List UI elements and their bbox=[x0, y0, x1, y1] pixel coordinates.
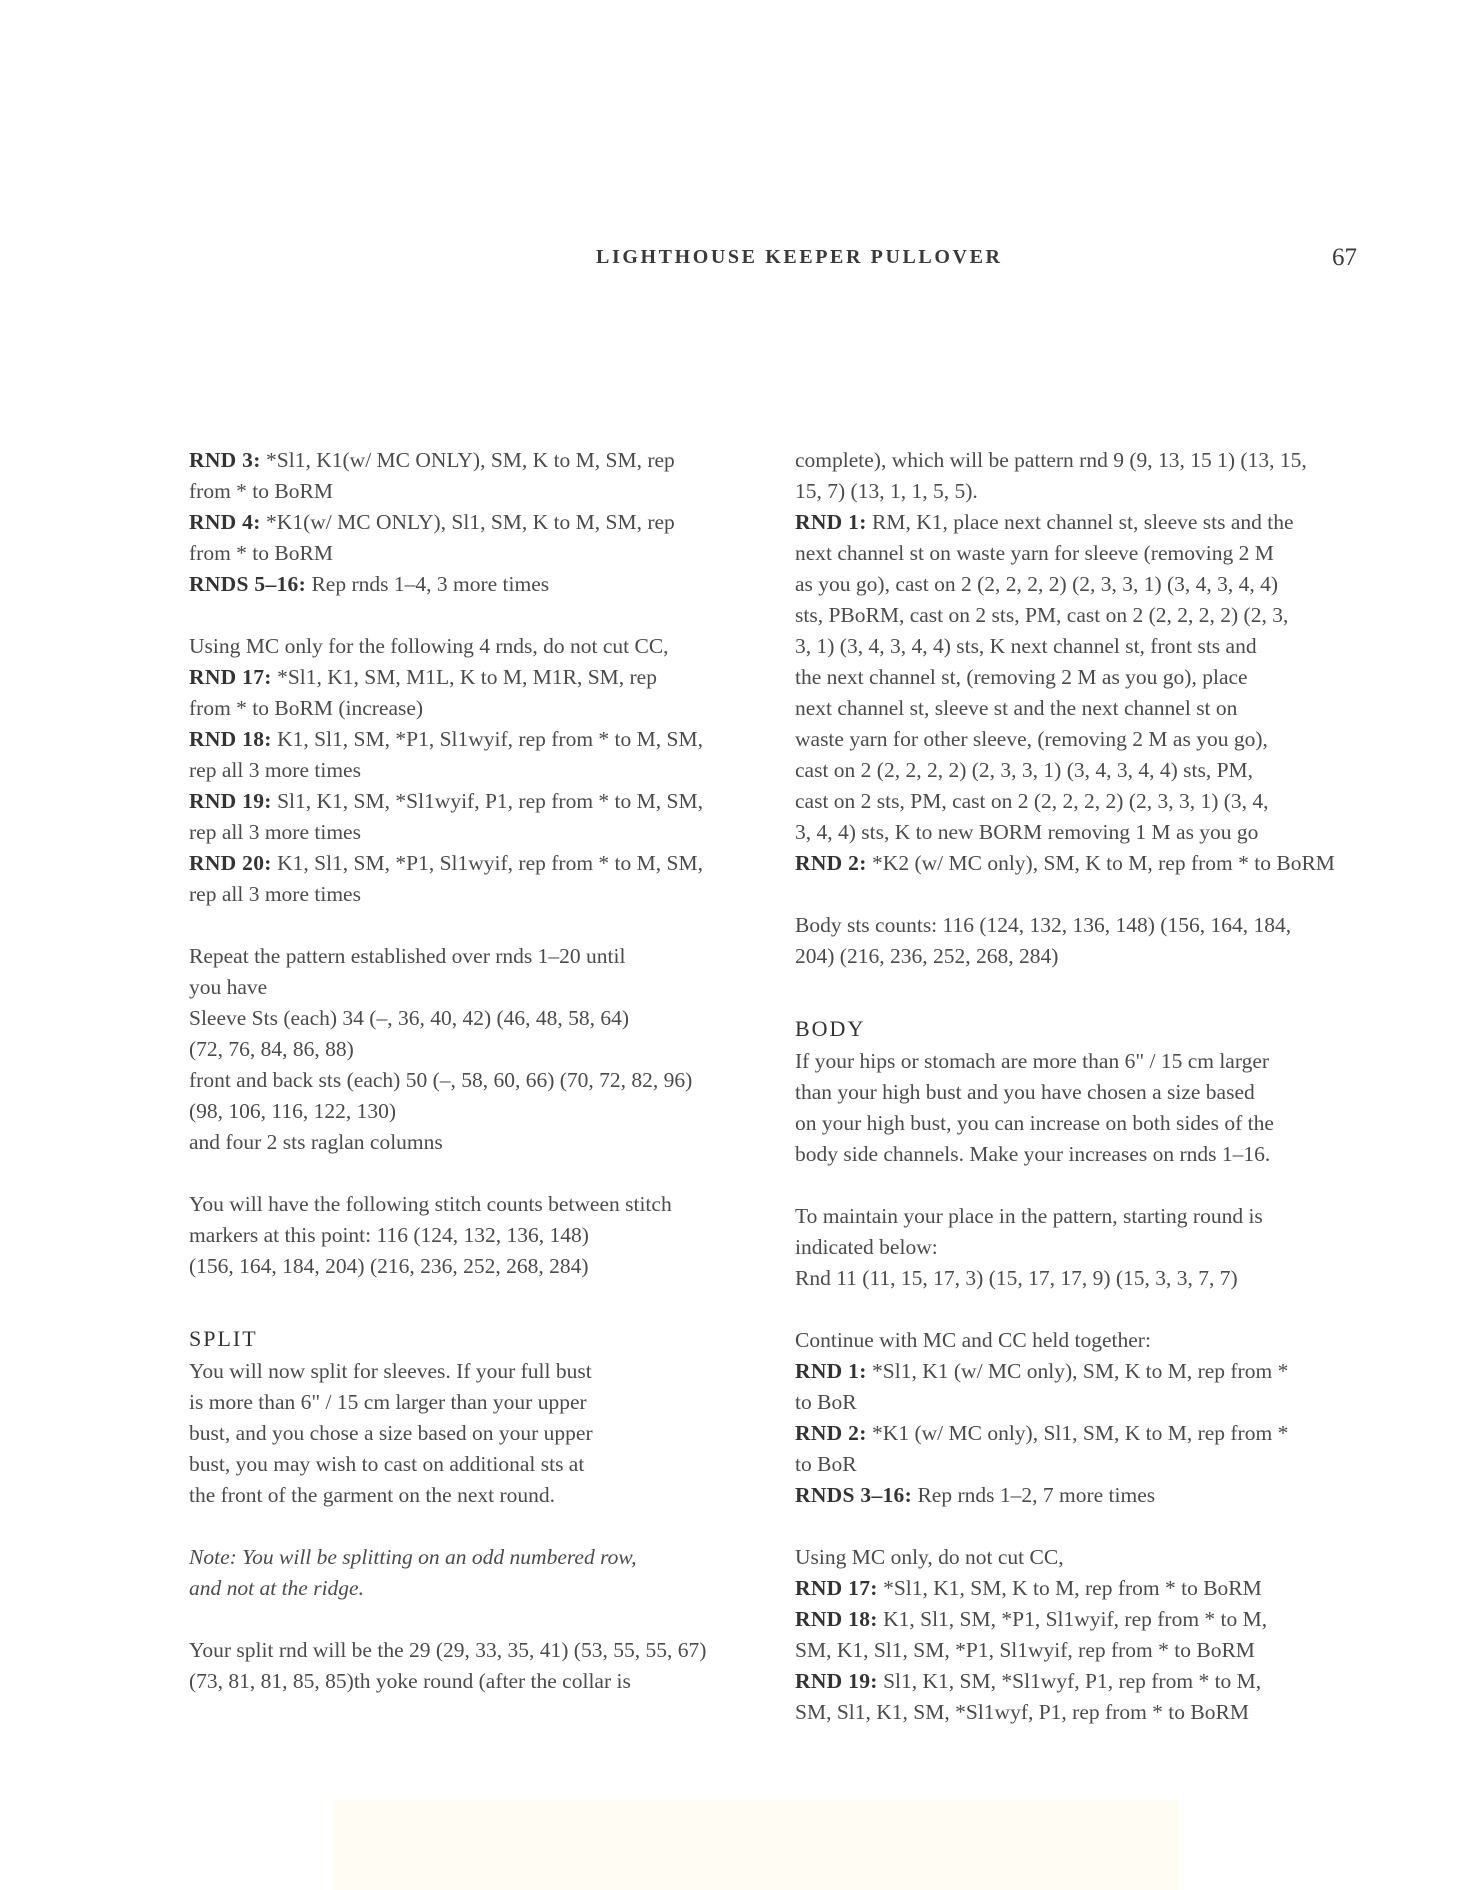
split-line-1: You will now split for sleeves. If your full bust bbox=[189, 1359, 592, 1383]
body-line-3: on your high bust, you can increase on both sides of the bbox=[795, 1111, 1274, 1135]
rnd19-label: RND 19: bbox=[189, 789, 272, 813]
body-rnds316-text: Rep rnds 1–2, 7 more times bbox=[917, 1483, 1156, 1507]
body-rnd19-line-1 bbox=[795, 1666, 1365, 1697]
rnds516-line bbox=[189, 569, 749, 600]
body-mc-only: Using MC only, do not cut CC, bbox=[795, 1545, 1064, 1569]
rnd18-label: RND 18: bbox=[189, 727, 272, 751]
rnd1-line-6: the next channel st, (removing 2 M as you go), place bbox=[795, 665, 1248, 689]
rnd1-line-4: sts, PBoRM, cast on 2 sts, PM, cast on 2 (2, 2, 2, 2) (2, 3, bbox=[795, 603, 1289, 627]
rnd18-line-2: rep all 3 more times bbox=[189, 758, 361, 782]
rnd1-line-5: 3, 1) (3, 4, 3, 4, 4) sts, K next channel st, front sts and bbox=[795, 634, 1257, 658]
rnd1-text: RM, K1, place next channel st, sleeve sts and the bbox=[872, 510, 1294, 534]
rnd19-line-2: rep all 3 more times bbox=[189, 820, 361, 844]
rnd17-line-1 bbox=[189, 662, 749, 693]
repeat-line-3: Sleeve Sts (each) 34 (–, 36, 40, 42) (46, 48, 58, 64) bbox=[189, 1006, 630, 1030]
body-rnds316-line bbox=[795, 1480, 1365, 1511]
body-counts-line-1: Body sts counts: 116 (124, 132, 136, 148) (156, 164, 184, bbox=[795, 913, 1292, 937]
repeat-line-2: you have bbox=[189, 975, 268, 999]
split-line-3: bust, and you chose a size based on your upper bbox=[189, 1421, 593, 1445]
body-rnd1-label: RND 1: bbox=[795, 1359, 867, 1383]
continued-line-2: 15, 7) (13, 1, 1, 5, 5). bbox=[795, 479, 978, 503]
rnd3-text: *Sl1, K1(w/ MC ONLY), SM, K to M, SM, rep bbox=[266, 448, 675, 472]
body-rnd19-label: RND 19: bbox=[795, 1669, 878, 1693]
rnd17-line-2: from * to BoRM (increase) bbox=[189, 696, 424, 720]
mc-only-intro: Using MC only for the following 4 rnds, do not cut CC, bbox=[189, 634, 669, 658]
rnd2-line-1 bbox=[795, 848, 1365, 879]
rnd2-label: RND 2: bbox=[795, 851, 867, 875]
rnd1-line-8: waste yarn for other sleeve, (removing 2 M as you go), bbox=[795, 727, 1268, 751]
rnd3-line-1 bbox=[189, 445, 749, 476]
rnd2-text: *K2 (w/ MC only), SM, K to M, rep from * to BoRM bbox=[872, 851, 1335, 875]
body-heading: BODY bbox=[795, 1016, 866, 1041]
body-rnd19-text: Sl1, K1, SM, *Sl1wyf, P1, rep from * to M, bbox=[883, 1669, 1262, 1693]
rnd20-label: RND 20: bbox=[189, 851, 272, 875]
note-line-1: Note: You will be splitting on an odd numbered row, bbox=[189, 1545, 637, 1569]
rnd20-text: K1, Sl1, SM, *P1, Sl1wyif, rep from * to M, SM, bbox=[277, 851, 703, 875]
place-line-2: indicated below: bbox=[795, 1235, 938, 1259]
split-round-line-1: Your split rnd will be the 29 (29, 33, 35, 41) (53, 55, 55, 67) bbox=[189, 1638, 707, 1662]
repeat-line-1: Repeat the pattern established over rnds 1–20 until bbox=[189, 944, 626, 968]
place-line-3: Rnd 11 (11, 15, 17, 3) (15, 17, 17, 9) (15, 3, 3, 7, 7) bbox=[795, 1266, 1238, 1290]
rnd1-line-10: cast on 2 sts, PM, cast on 2 (2, 2, 2, 2) (2, 3, 3, 1) (3, 4, bbox=[795, 789, 1269, 813]
rnds516-text: Rep rnds 1–4, 3 more times bbox=[311, 572, 550, 596]
body-rnd18-text: K1, Sl1, SM, *P1, Sl1wyif, rep from * to M, bbox=[883, 1607, 1268, 1631]
body-rnd17-text: *Sl1, K1, SM, K to M, rep from * to BoRM bbox=[883, 1576, 1262, 1600]
counts-line-2: markers at this point: 116 (124, 132, 136, 148) bbox=[189, 1223, 589, 1247]
body-rnd2-line-1 bbox=[795, 1418, 1365, 1449]
rnd4-label: RND 4: bbox=[189, 510, 261, 534]
split-line-4: bust, you may wish to cast on additional sts at bbox=[189, 1452, 585, 1476]
rnd17-text: *Sl1, K1, SM, M1L, K to M, M1R, SM, rep bbox=[277, 665, 657, 689]
repeat-line-7: and four 2 sts raglan columns bbox=[189, 1130, 443, 1154]
body-counts-line-2: 204) (216, 236, 252, 268, 284) bbox=[795, 944, 1059, 968]
body-rnd2-line-2: to BoR bbox=[795, 1452, 857, 1476]
body-rnd1-line-1 bbox=[795, 1356, 1365, 1387]
rnd18-text: K1, Sl1, SM, *P1, Sl1wyif, rep from * to M, SM, bbox=[277, 727, 703, 751]
running-title: LIGHTHOUSE KEEPER PULLOVER bbox=[596, 246, 1003, 268]
rnd1-line-1 bbox=[795, 507, 1365, 538]
body-rnd2-text: *K1 (w/ MC only), Sl1, SM, K to M, rep from * bbox=[872, 1421, 1289, 1445]
body-line-1: If your hips or stomach are more than 6" / 15 cm larger bbox=[795, 1049, 1270, 1073]
place-line-1: To maintain your place in the pattern, starting round is bbox=[795, 1204, 1263, 1228]
body-rnd17-line bbox=[795, 1573, 1365, 1604]
rnd19-line-1 bbox=[189, 786, 749, 817]
repeat-line-5: front and back sts (each) 50 (–, 58, 60, 66) (70, 72, 82, 96) bbox=[189, 1068, 693, 1092]
rnd17-label: RND 17: bbox=[189, 665, 272, 689]
page-number: 67 bbox=[1332, 244, 1357, 271]
body-rnds316-label: RNDS 3–16: bbox=[795, 1483, 913, 1507]
continued-line-1: complete), which will be pattern rnd 9 (9, 13, 15 1) (13, 15, bbox=[795, 448, 1307, 472]
tinted-box bbox=[333, 1800, 1178, 1890]
page-header bbox=[0, 246, 1480, 282]
body-rnd17-label: RND 17: bbox=[795, 1576, 878, 1600]
rnd1-line-11: 3, 4, 4) sts, K to new BORM removing 1 M as you go bbox=[795, 820, 1259, 844]
body-rnd1-line-2: to BoR bbox=[795, 1390, 857, 1414]
rnd4-text: *K1(w/ MC ONLY), Sl1, SM, K to M, SM, rep bbox=[266, 510, 675, 534]
repeat-line-6: (98, 106, 116, 122, 130) bbox=[189, 1099, 397, 1123]
split-round-line-2: (73, 81, 81, 85, 85)th yoke round (after the collar is bbox=[189, 1669, 631, 1693]
rnd19-text: Sl1, K1, SM, *Sl1wyif, P1, rep from * to M, SM, bbox=[277, 789, 703, 813]
body-rnd18-line-1 bbox=[795, 1604, 1365, 1635]
rnd1-line-7: next channel st, sleeve st and the next channel st on bbox=[795, 696, 1238, 720]
body-line-4: body side channels. Make your increases on rnds 1–16. bbox=[795, 1142, 1271, 1166]
body-rnd1-text: *Sl1, K1 (w/ MC only), SM, K to M, rep from * bbox=[872, 1359, 1289, 1383]
rnd4-line-2: from * to BoRM bbox=[189, 541, 333, 565]
body-rnd19-line-2: SM, Sl1, K1, SM, *Sl1wyf, P1, rep from * to BoRM bbox=[795, 1700, 1249, 1724]
rnd1-line-3: as you go), cast on 2 (2, 2, 2, 2) (2, 3, 3, 1) (3, 4, 3, 4, 4) bbox=[795, 572, 1279, 596]
left-column bbox=[189, 445, 749, 1697]
rnd1-line-2: next channel st on waste yarn for sleeve (removing 2 M bbox=[795, 541, 1274, 565]
rnd3-line-2: from * to BoRM bbox=[189, 479, 333, 503]
split-line-5: the front of the garment on the next round. bbox=[189, 1483, 555, 1507]
split-heading: SPLIT bbox=[189, 1326, 258, 1351]
split-line-2: is more than 6" / 15 cm larger than your upper bbox=[189, 1390, 587, 1414]
rnd3-label: RND 3: bbox=[189, 448, 261, 472]
body-line-2: than your high bust and you have chosen a size based bbox=[795, 1080, 1255, 1104]
continue-mc-cc: Continue with MC and CC held together: bbox=[795, 1328, 1151, 1352]
right-column bbox=[795, 445, 1365, 1728]
rnd1-line-9: cast on 2 (2, 2, 2, 2) (2, 3, 3, 1) (3, 4, 3, 4, 4) sts, PM, bbox=[795, 758, 1254, 782]
note-line-2: and not at the ridge. bbox=[189, 1576, 364, 1600]
rnd1-label: RND 1: bbox=[795, 510, 867, 534]
body-rnd18-line-2: SM, K1, Sl1, SM, *P1, Sl1wyif, rep from * to BoRM bbox=[795, 1638, 1255, 1662]
counts-line-3: (156, 164, 184, 204) (216, 236, 252, 268, 284) bbox=[189, 1254, 589, 1278]
rnd20-line-2: rep all 3 more times bbox=[189, 882, 361, 906]
rnd4-line-1 bbox=[189, 507, 749, 538]
counts-line-1: You will have the following stitch counts between stitch bbox=[189, 1192, 672, 1216]
body-rnd18-label: RND 18: bbox=[795, 1607, 878, 1631]
body-rnd2-label: RND 2: bbox=[795, 1421, 867, 1445]
rnds516-label: RNDS 5–16: bbox=[189, 572, 307, 596]
rnd18-line-1 bbox=[189, 724, 749, 755]
rnd20-line-1 bbox=[189, 848, 749, 879]
repeat-line-4: (72, 76, 84, 86, 88) bbox=[189, 1037, 354, 1061]
